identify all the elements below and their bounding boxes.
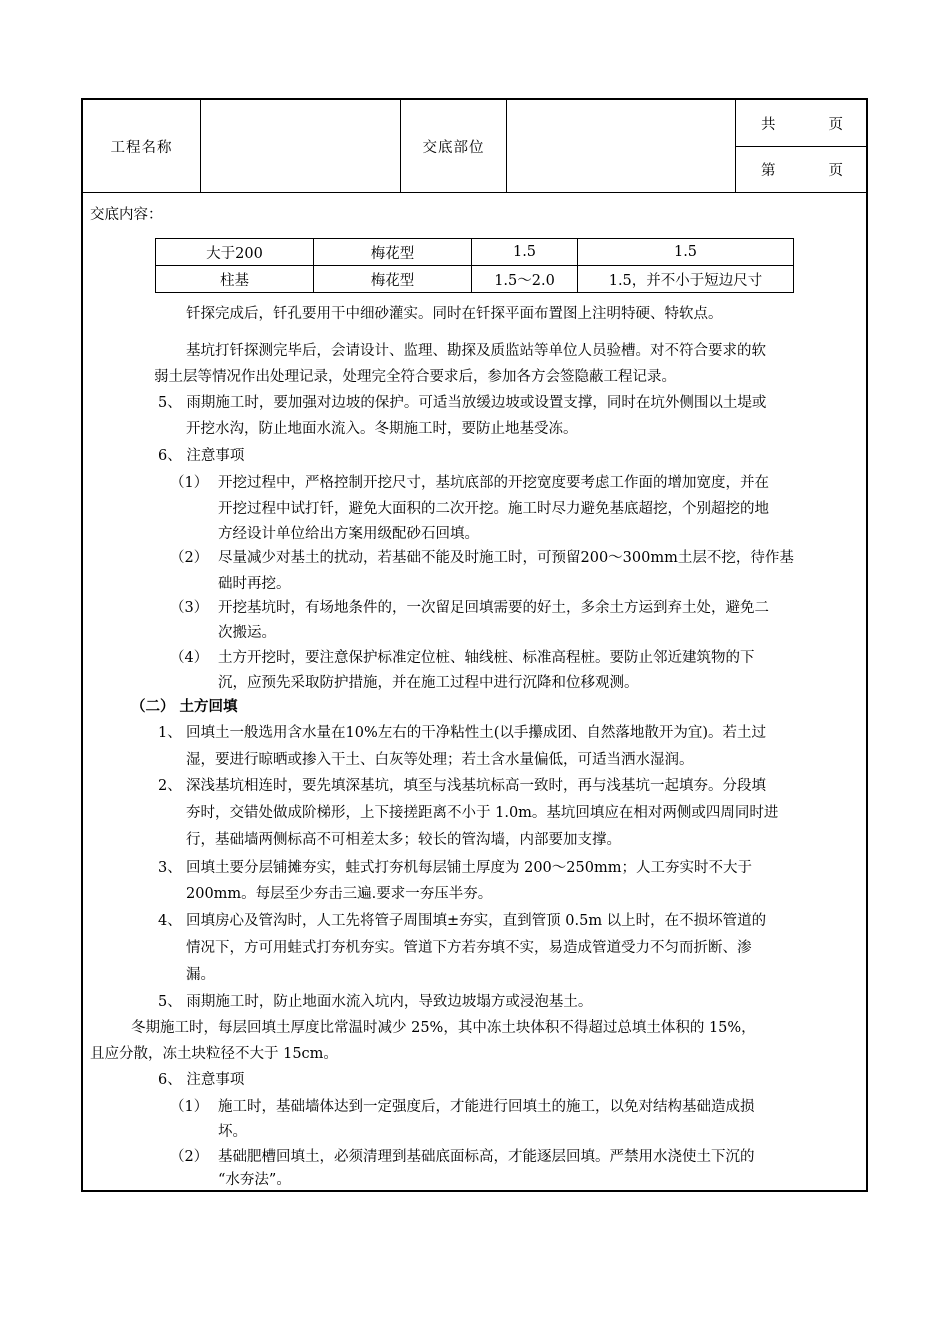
paragraph-line: 开挖过程中试打钎，避免大面积的二次开挖。施工时尽力避免基底超挖，个别超挖的地 — [218, 501, 769, 517]
project-name-value — [201, 100, 400, 192]
section-heading: （二） 土方回填 — [131, 698, 238, 715]
paragraph-line: 回填土一般选用含水量在10%左右的干净粘性土(以手攥成团、自然落地散开为宜)。若土过 — [186, 725, 767, 741]
paragraph-line: 开挖水沟，防止地面水流入。冬期施工时，要防止地基受冻。 — [186, 421, 578, 437]
paragraph-line: 基础肥槽回填土，必须清理到基础底面标高，才能逐层回填。严禁用水浇使土下沉的 — [218, 1149, 755, 1165]
item-number: 2、 — [158, 778, 182, 794]
form-header — [83, 100, 866, 193]
paragraph-line: 情况下，方可用蛙式打夯机夯实。管道下方若夯填不实，易造成管道受力不匀而折断、渗 — [186, 940, 752, 956]
paragraph-line: 弱土层等情况作出处理记录，处理完全符合要求后，参加各方会签隐蔽工程记录。 — [154, 369, 676, 385]
paragraph-line: 尽量减少对基土的扰动，若基础不能及时施工时，可预留200～300mm土层不挖，待作基 — [218, 550, 794, 566]
paragraph-line: 次搬运。 — [218, 625, 276, 641]
paragraph-line: 深浅基坑相连时，要先填深基坑，填至与浅基坑标高一致时，再与浅基坑一起填夯。分段填 — [186, 778, 766, 794]
project-name-label: 工程名称 — [110, 139, 173, 156]
table-row: 柱基 梅花型 1.5～2.0 1.5，并不小于短边尺寸 — [156, 266, 794, 293]
paragraph-line: 200mm。每层至少夯击三遍.要求一夯压半夯。 — [186, 886, 493, 902]
item-number: 3、 — [158, 860, 182, 876]
drilling-spacing-table — [155, 238, 794, 293]
page-number-cell: 第 页 — [761, 163, 843, 179]
paragraph-line: 础时再挖。 — [218, 576, 291, 592]
paragraph-line: 坏。 — [218, 1124, 247, 1140]
paragraph-line: 方经设计单位给出方案用级配砂石回填。 — [218, 526, 479, 542]
paragraph-line: 夯时，交错处做成阶梯形，上下接搓距离不小于 1.0m。基坑回填应在相对两侧或四周同时进 — [186, 805, 779, 821]
paragraph-line: 施工时，基础墙体达到一定强度后，才能进行回填土的施工，以免对结构基础造成损 — [218, 1099, 755, 1115]
paragraph-line: 5、 雨期施工时，要加强对边坡的保护。可适当放缓边坡或设置支撑，同时在坑外侧围以土堤或 — [158, 395, 767, 411]
paragraph-line: 回填土要分层铺摊夯实，蛙式打夯机每层铺土厚度为 200～250mm；人工夯实时不大于 — [186, 860, 752, 876]
item-number: （1） — [170, 1099, 209, 1115]
paragraph-line: 沉，应预先采取防护措施，并在施工过程中进行沉降和位移观测。 — [218, 675, 639, 691]
paragraph-line: 漏。 — [186, 967, 215, 983]
location-value — [507, 100, 735, 192]
paragraph-line: 开挖过程中，严格控制开挖尺寸，基坑底部的开挖宽度要考虑工作面的增加宽度，并在 — [218, 475, 769, 491]
location-label: 交底部位 — [422, 139, 485, 156]
table-row: 大于200 梅花型 1.5 1.5 — [156, 239, 794, 266]
content-label: 交底内容： — [90, 207, 163, 223]
paragraph-line: 冬期施工时，每层回填土厚度比常温时减少 25%，其中冻土块体积不得超过总填土体积的 15%， — [131, 1020, 756, 1036]
paragraph-line: 且应分散，冻土块粒径不大于 15cm。 — [90, 1046, 338, 1062]
item-number: （3） — [170, 600, 209, 616]
item-number: 1、 — [158, 725, 182, 741]
paragraph-line: 开挖基坑时，有场地条件的，一次留足回填需要的好土，多余土方运到弃土处，避免二 — [218, 600, 769, 616]
item-number: （4） — [170, 650, 209, 666]
item-number: （2） — [170, 550, 209, 566]
paragraph-line: 土方开挖时，要注意保护标准定位桩、轴线桩、标准高程桩。要防止邻近建筑物的下 — [218, 650, 755, 666]
item-number: （1） — [170, 475, 209, 491]
paragraph-line: 6、 注意事项 — [158, 448, 245, 464]
paragraph-line: 行，基础墙两侧标高不可相差太多；较长的管沟墙，内部要加支撑。 — [186, 832, 621, 848]
paragraph-line: 湿，要进行晾晒或掺入干土、白灰等处理；若土含水量偏低，可适当洒水湿润。 — [186, 752, 694, 768]
paragraph-line: 6、 注意事项 — [158, 1072, 245, 1088]
paragraph-line: 钎探完成后，钎孔要用干中细砂灌实。同时在钎探平面布置图上注明特硬、特软点。 — [186, 306, 723, 322]
total-pages-cell: 共 页 — [761, 116, 843, 133]
paragraph-line: 回填房心及管沟时，人工先将管子周围填±夯实，直到管顶 0.5m 以上时，在不损坏管道的 — [186, 913, 767, 929]
paragraph-line: “水夯法”。 — [218, 1172, 291, 1188]
paragraph-line: 基坑打钎探测完毕后，会请设计、监理、勘探及质监站等单位人员验槽。对不符合要求的软 — [186, 343, 766, 359]
item-number: 4、 — [158, 913, 182, 929]
paragraph-line: 5、 雨期施工时，防止地面水流入坑内，导致边坡塌方或浸泡基土。 — [158, 994, 593, 1010]
item-number: （2） — [170, 1149, 209, 1165]
